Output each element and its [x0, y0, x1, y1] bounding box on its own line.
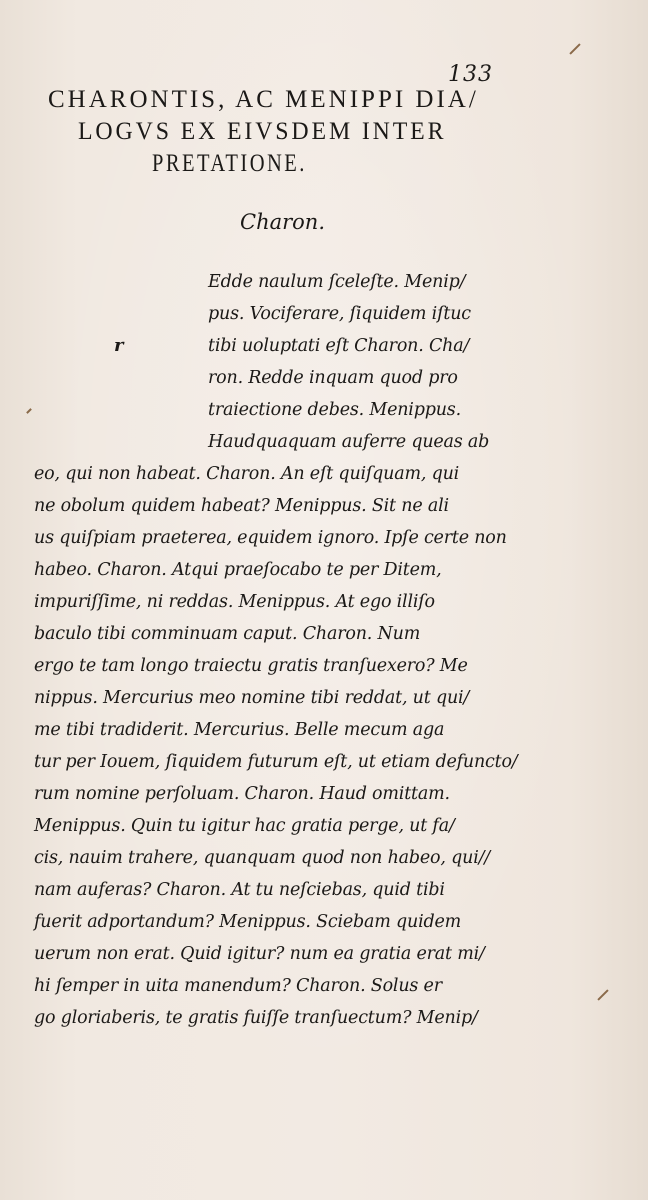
text-line: tur per Iouem, ſiquidem futurum eſt, ut etiam defuncto/ — [34, 752, 518, 772]
title-line-2: LOGVS EX EIVSDEM INTER — [78, 118, 447, 145]
title-line-1: CHARONTIS, AC MENIPPI DIA/ — [48, 86, 479, 113]
text-line: Menippus. Quin tu igitur hac gratia perge, ut fa/ — [34, 816, 455, 836]
text-line: tibi uoluptati eſt Charon. Cha/ — [208, 336, 470, 356]
text-line: nam auferas? Charon. At tu neſciebas, quid tibi — [34, 880, 445, 900]
text-line: cis, nauim trahere, quanquam quod non habeo, qui// — [34, 848, 490, 868]
text-line: hi ſemper in uita manendum? Charon. Solus er — [34, 976, 442, 996]
marginal-letter: r — [114, 335, 124, 356]
page-number: 133 — [448, 62, 493, 87]
text-line: habeo. Charon. Atqui praeſocabo te per Ditem, — [34, 560, 442, 580]
text-line: Edde naulum ſceleſte. Menip/ — [208, 272, 466, 292]
text-line: uerum non erat. Quid igitur? num ea gratia erat mi/ — [34, 944, 485, 964]
text-line: ron. Redde inquam quod pro — [208, 368, 458, 388]
text-line: ergo te tam longo traiectu gratis tranſuexero? Me — [34, 656, 468, 676]
text-line: Haudquaquam auferre queas ab — [208, 432, 490, 452]
text-line: me tibi tradiderit. Mercurius. Belle mecum aga — [34, 720, 445, 740]
text-line: traiectione debes. Menippus. — [208, 400, 461, 420]
title-line-3: PRETATIONE. — [152, 150, 307, 177]
text-line: nippus. Mercurius meo nomine tibi reddat, ut qui/ — [34, 688, 470, 708]
text-line: go gloriaberis, te gratis fuiſſe tranſuectum? Menip/ — [34, 1008, 478, 1028]
text-line: impuriſſime, ni reddas. Menippus. At ego illiſo — [34, 592, 435, 612]
speaker-heading: Charon. — [240, 210, 325, 234]
text-line: baculo tibi comminuam caput. Charon. Num — [34, 624, 421, 644]
text-line: pus. Vociferare, ſiquidem iſtuc — [208, 304, 471, 324]
text-line: eo, qui non habeat. Charon. An eſt quiſquam, qui — [34, 464, 460, 484]
text-line: rum nomine perſoluam. Charon. Haud omittam. — [34, 784, 450, 804]
text-line: ne obolum quidem habeat? Menippus. Sit ne ali — [34, 496, 449, 516]
text-line: fuerit adportandum? Menippus. Sciebam quidem — [34, 912, 462, 932]
text-line: us quiſpiam praeterea, equidem ignoro. Ipſe certe non — [34, 528, 507, 548]
